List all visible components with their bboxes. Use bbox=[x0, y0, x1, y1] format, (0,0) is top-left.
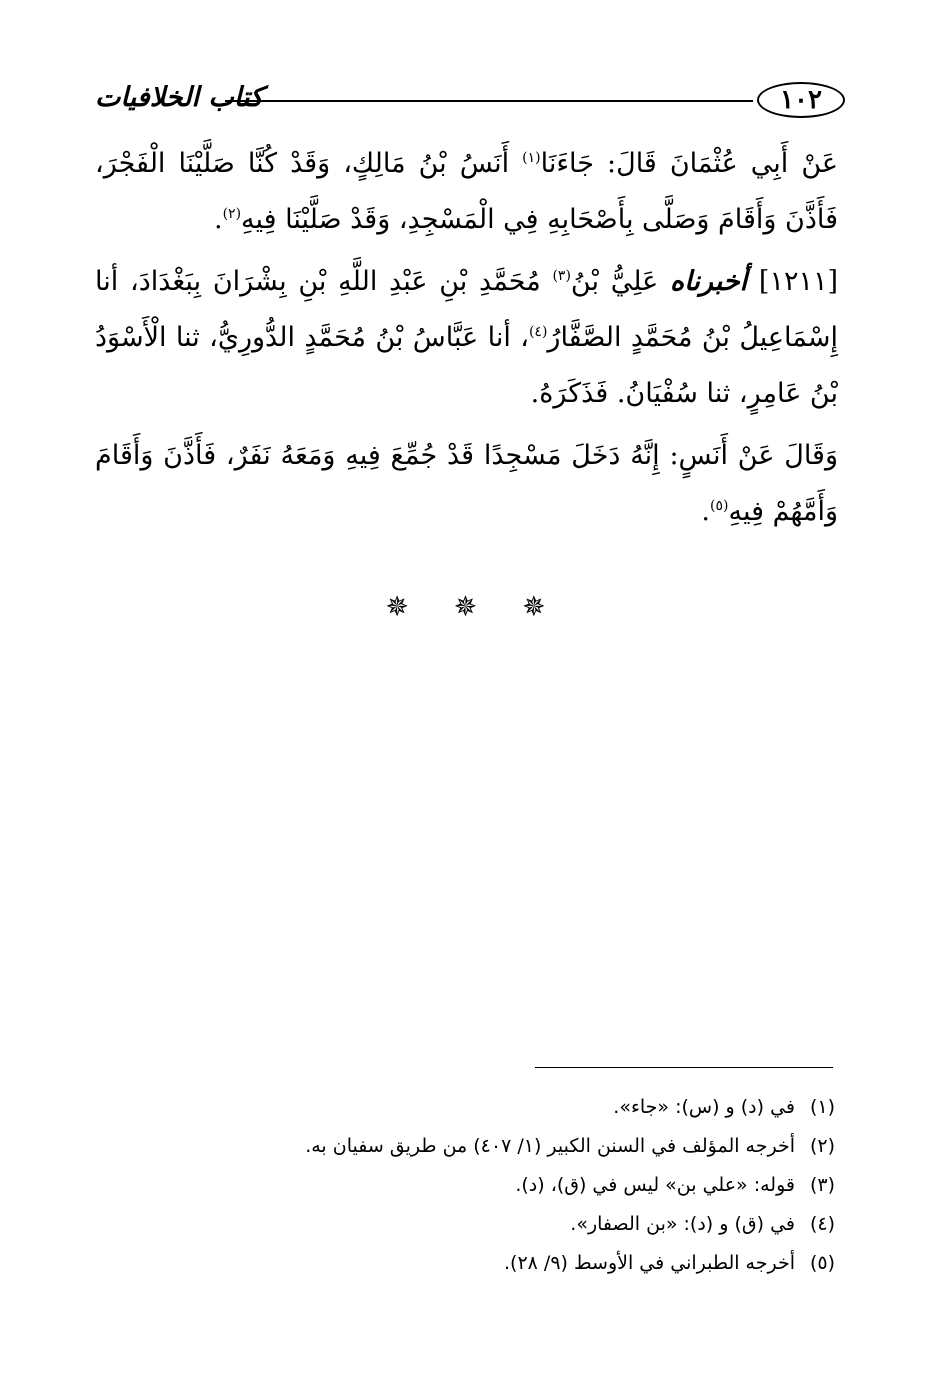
akhbarana-keyword: أخبرناه bbox=[670, 266, 748, 297]
footnote-4 bbox=[235, 1205, 835, 1244]
hadith-number: [١٢١١] bbox=[758, 266, 838, 297]
paragraph-3 bbox=[95, 428, 838, 540]
footnote-3 bbox=[235, 1166, 835, 1205]
running-header bbox=[95, 82, 845, 122]
footnote-text: في (ق) و (د): «بن الصفار». bbox=[570, 1213, 795, 1235]
header-rule bbox=[225, 100, 753, 102]
footnote-2 bbox=[235, 1127, 835, 1166]
footnote-text: في (د) و (س): «جاء». bbox=[613, 1096, 795, 1118]
footnote-text: أخرجه المؤلف في السنن الكبير (١/ ٤٠٧) من طريق سفيان به. bbox=[305, 1135, 795, 1157]
footnote-ref-2[interactable]: (٢) bbox=[222, 206, 242, 222]
text-span: . bbox=[213, 204, 223, 235]
footnote-number: (٥) bbox=[809, 1252, 835, 1274]
text-span: ، أنا عَبَّاسُ بْنُ مُحَمَّدٍ الدُّورِيُّ، ثنا الْأَسْوَدُ بْنُ عَامِرٍ، ثنا سُفْيَانُ. فَذَكَرَهُ. bbox=[95, 322, 838, 409]
footnote-text: قوله: «علي بن» ليس في (ق)، (د). bbox=[515, 1174, 795, 1196]
text-span: . bbox=[701, 496, 710, 527]
text-span: عَلِيُّ بْنُ bbox=[570, 266, 671, 297]
main-text bbox=[95, 136, 838, 546]
footnote-number: (٢) bbox=[809, 1135, 835, 1157]
footnote-ref-1[interactable]: (١) bbox=[522, 150, 541, 166]
paragraph-2 bbox=[95, 254, 838, 422]
text-span: مُحَمَّدِ بْنِ عَبْدِ اللَّهِ بْنِ بِشْرَانَ بِبَغْدَادَ، أنا إِسْمَاعِيلُ بْنُ مُحَمَّدٍ الصَّفَّارُ bbox=[95, 266, 838, 353]
book-title: كتاب الخلافيات bbox=[95, 82, 264, 113]
text-span: أَنَسُ بْنُ مَالِكٍ، وَقَدْ كُنَّا صَلَّيْنَا الْفَجْرَ، فَأَذَّنَ وَأَقَامَ وَصَلَّى بِأَصْحَابِهِ فِي الْمَسْجِدِ، وَقَدْ صَلَّيْنَا فِيهِ bbox=[95, 148, 838, 235]
text-span: عَنْ أَبِي عُثْمَانَ قَالَ: جَاءَنَا bbox=[540, 148, 838, 179]
footnotes bbox=[235, 1088, 835, 1283]
footnote-number: (٤) bbox=[809, 1213, 835, 1235]
footnote-ref-5[interactable]: (٥) bbox=[710, 498, 729, 514]
footnote-ref-4[interactable]: (٤) bbox=[528, 324, 548, 340]
footnote-5 bbox=[235, 1244, 835, 1283]
footnote-number: (١) bbox=[809, 1096, 835, 1118]
footnote-1 bbox=[235, 1088, 835, 1127]
section-ornaments-icon: ✵ ✵ ✵ bbox=[385, 590, 564, 623]
text-span: وَقَالَ عَنْ أَنَسٍ: إِنَّهُ دَخَلَ مَسْجِدًا قَدْ جُمِّعَ فِيهِ وَمَعَهُ نَفَرٌ، فَأَذَّنَ وَأَقَامَ وَأَمَّهُمْ فِيهِ bbox=[95, 440, 838, 527]
paragraph-1 bbox=[95, 136, 838, 248]
footnote-separator bbox=[535, 1067, 833, 1068]
footnote-number: (٣) bbox=[809, 1174, 835, 1196]
footnote-text: أخرجه الطبراني في الأوسط (٩/ ٢٨). bbox=[504, 1252, 795, 1274]
footnote-ref-3[interactable]: (٣) bbox=[552, 268, 571, 284]
page-number: ١٠٢ bbox=[757, 82, 845, 118]
